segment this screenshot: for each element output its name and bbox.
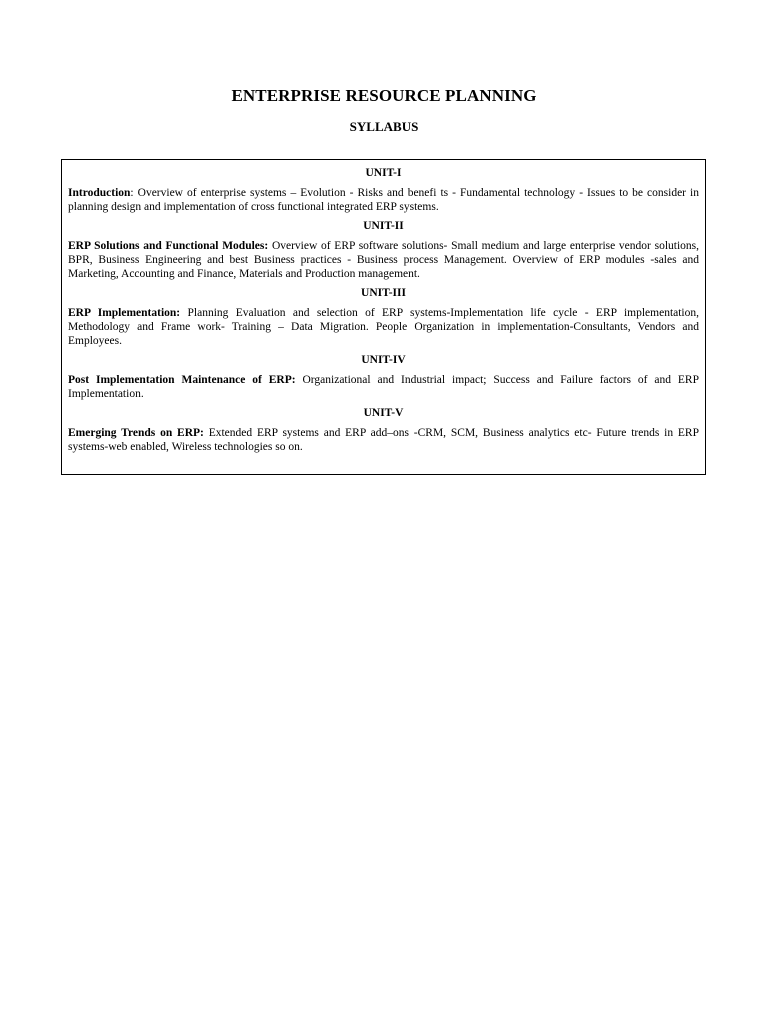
unit-4: [68, 353, 699, 401]
unit-1: [68, 166, 699, 214]
unit-text: Extended ERP systems and ERP add–ons -CRM, SCM, Business analytics etc- Future trends in ERP systems-web enabled, Wireless technologies so on.: [68, 427, 700, 453]
unit-description: [68, 239, 699, 281]
unit-heading: UNIT-II: [363, 220, 404, 232]
unit-3: [68, 286, 699, 348]
page-title: ENTERPRISE RESOURCE PLANNING: [231, 86, 537, 105]
unit-text: Overview of ERP software solutions- Small medium and large enterprise vendor solutions, BPR, Business Engineering and best Business practices - Business process Management. Overview of ERP modules -sales and Marketing, Accounting and Finance, Materials and Production management.: [68, 240, 699, 280]
unit-description: [68, 426, 699, 454]
unit-topic: ERP Solutions and Functional Modules:: [68, 240, 269, 252]
unit-description: [68, 306, 699, 348]
page-subtitle: SYLLABUS: [349, 119, 419, 134]
unit-text: Planning Evaluation and selection of ERP systems-Implementation life cycle - ERP implementation, Methodology and Frame work- Training – Data Migration. People Organization in implementation-Consultants, Vendors and Employees.: [68, 307, 700, 347]
unit-topic: Emerging Trends on ERP:: [68, 427, 204, 439]
unit-topic: Post Implementation Maintenance of ERP:: [68, 374, 296, 386]
unit-2: [68, 219, 699, 281]
unit-5: [68, 406, 699, 454]
unit-text: : Overview of enterprise systems – Evolution - Risks and benefi ts - Fundamental technology - Issues to be consider in planning design and implementation of cross functional integrated ERP systems.: [68, 187, 699, 213]
unit-heading: UNIT-IV: [361, 354, 406, 366]
unit-heading: UNIT-III: [361, 287, 406, 299]
unit-heading: UNIT-V: [363, 407, 404, 419]
unit-topic: Introduction: [68, 187, 131, 199]
unit-description: [68, 186, 699, 214]
unit-text: Organizational and Industrial impact; Success and Failure factors of and ERP Implementation.: [68, 374, 699, 400]
unit-topic: ERP Implementation:: [68, 307, 181, 319]
unit-description: [68, 373, 699, 401]
unit-heading: UNIT-I: [365, 167, 402, 179]
syllabus-box: [61, 159, 706, 475]
